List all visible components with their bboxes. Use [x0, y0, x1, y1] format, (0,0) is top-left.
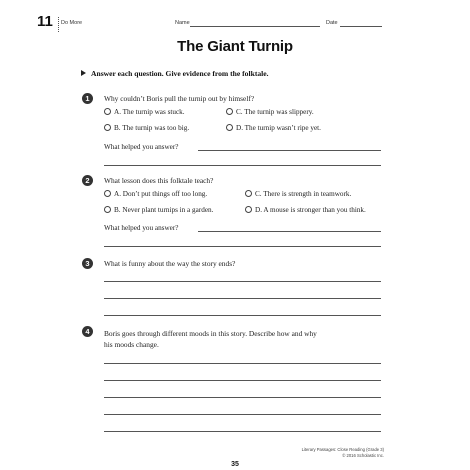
- answer-line[interactable]: [104, 315, 381, 316]
- question-number-badge: 3: [82, 258, 93, 269]
- name-field[interactable]: [190, 26, 320, 27]
- answer-option[interactable]: B. Never plant turnips in a garden.: [104, 206, 213, 214]
- page-title: The Giant Turnip: [177, 38, 293, 55]
- instructions: Answer each question. Give evidence from the folktale.: [91, 69, 269, 78]
- answer-line[interactable]: [104, 380, 381, 381]
- radio-icon[interactable]: [104, 190, 111, 197]
- radio-icon[interactable]: [104, 124, 111, 131]
- answer-line[interactable]: [104, 246, 381, 247]
- answer-option[interactable]: B. The turnip was too big.: [104, 124, 189, 132]
- question-number-badge: 2: [82, 175, 93, 186]
- question-text: What lesson does this folktale teach?: [104, 176, 214, 185]
- name-label: Name: [175, 20, 190, 26]
- footer-credit: [302, 447, 384, 458]
- answer-line[interactable]: [104, 431, 381, 432]
- answer-line[interactable]: [104, 281, 381, 282]
- answer-option[interactable]: A. The turnip was stuck.: [104, 108, 185, 116]
- helped-label: What helped you answer?: [104, 224, 179, 232]
- question-text: What is funny about the way the story ends?: [104, 259, 236, 268]
- radio-icon[interactable]: [104, 206, 111, 213]
- level-number: 11: [37, 13, 53, 30]
- answer-line[interactable]: [104, 397, 381, 398]
- page-header: [0, 0, 470, 36]
- level-name: Do More: [61, 20, 83, 26]
- radio-icon[interactable]: [226, 108, 233, 115]
- question-text-line: Boris goes through different moods in this story. Describe how and why: [104, 329, 317, 338]
- answer-option[interactable]: C. There is strength in teamwork.: [245, 190, 351, 198]
- answer-option[interactable]: D. A mouse is stronger than you think.: [245, 206, 366, 214]
- question-text-line: his moods change.: [104, 340, 159, 349]
- radio-icon[interactable]: [226, 124, 233, 131]
- credit-line: Literary Passages: Close Reading (Grade 3): [301, 447, 384, 452]
- helped-label: What helped you answer?: [104, 143, 179, 151]
- answer-line[interactable]: [104, 165, 381, 166]
- question-number-badge: 1: [82, 93, 93, 104]
- question-number-badge: 4: [82, 326, 93, 337]
- credit-line: © 2016 Scholastic Inc.: [342, 452, 384, 458]
- radio-icon[interactable]: [245, 190, 252, 197]
- answer-line[interactable]: [104, 298, 381, 299]
- page-number: 35: [231, 461, 239, 468]
- answer-option[interactable]: C. The turnip was slippery.: [226, 108, 314, 116]
- answer-line[interactable]: [104, 414, 381, 415]
- radio-icon[interactable]: [104, 108, 111, 115]
- arrow-icon: [81, 70, 86, 76]
- question-text: Why couldn’t Boris pull the turnip out by himself?: [104, 94, 255, 103]
- answer-line[interactable]: [104, 363, 381, 364]
- answer-option[interactable]: A. Don’t put things off too long.: [104, 190, 207, 198]
- answer-line[interactable]: [198, 231, 381, 232]
- answer-option[interactable]: D. The turnip wasn’t ripe yet.: [226, 124, 321, 132]
- date-field[interactable]: [340, 26, 382, 27]
- answer-line[interactable]: [198, 150, 381, 151]
- date-label: Date: [326, 20, 338, 26]
- radio-icon[interactable]: [245, 206, 252, 213]
- level-divider: [58, 17, 59, 32]
